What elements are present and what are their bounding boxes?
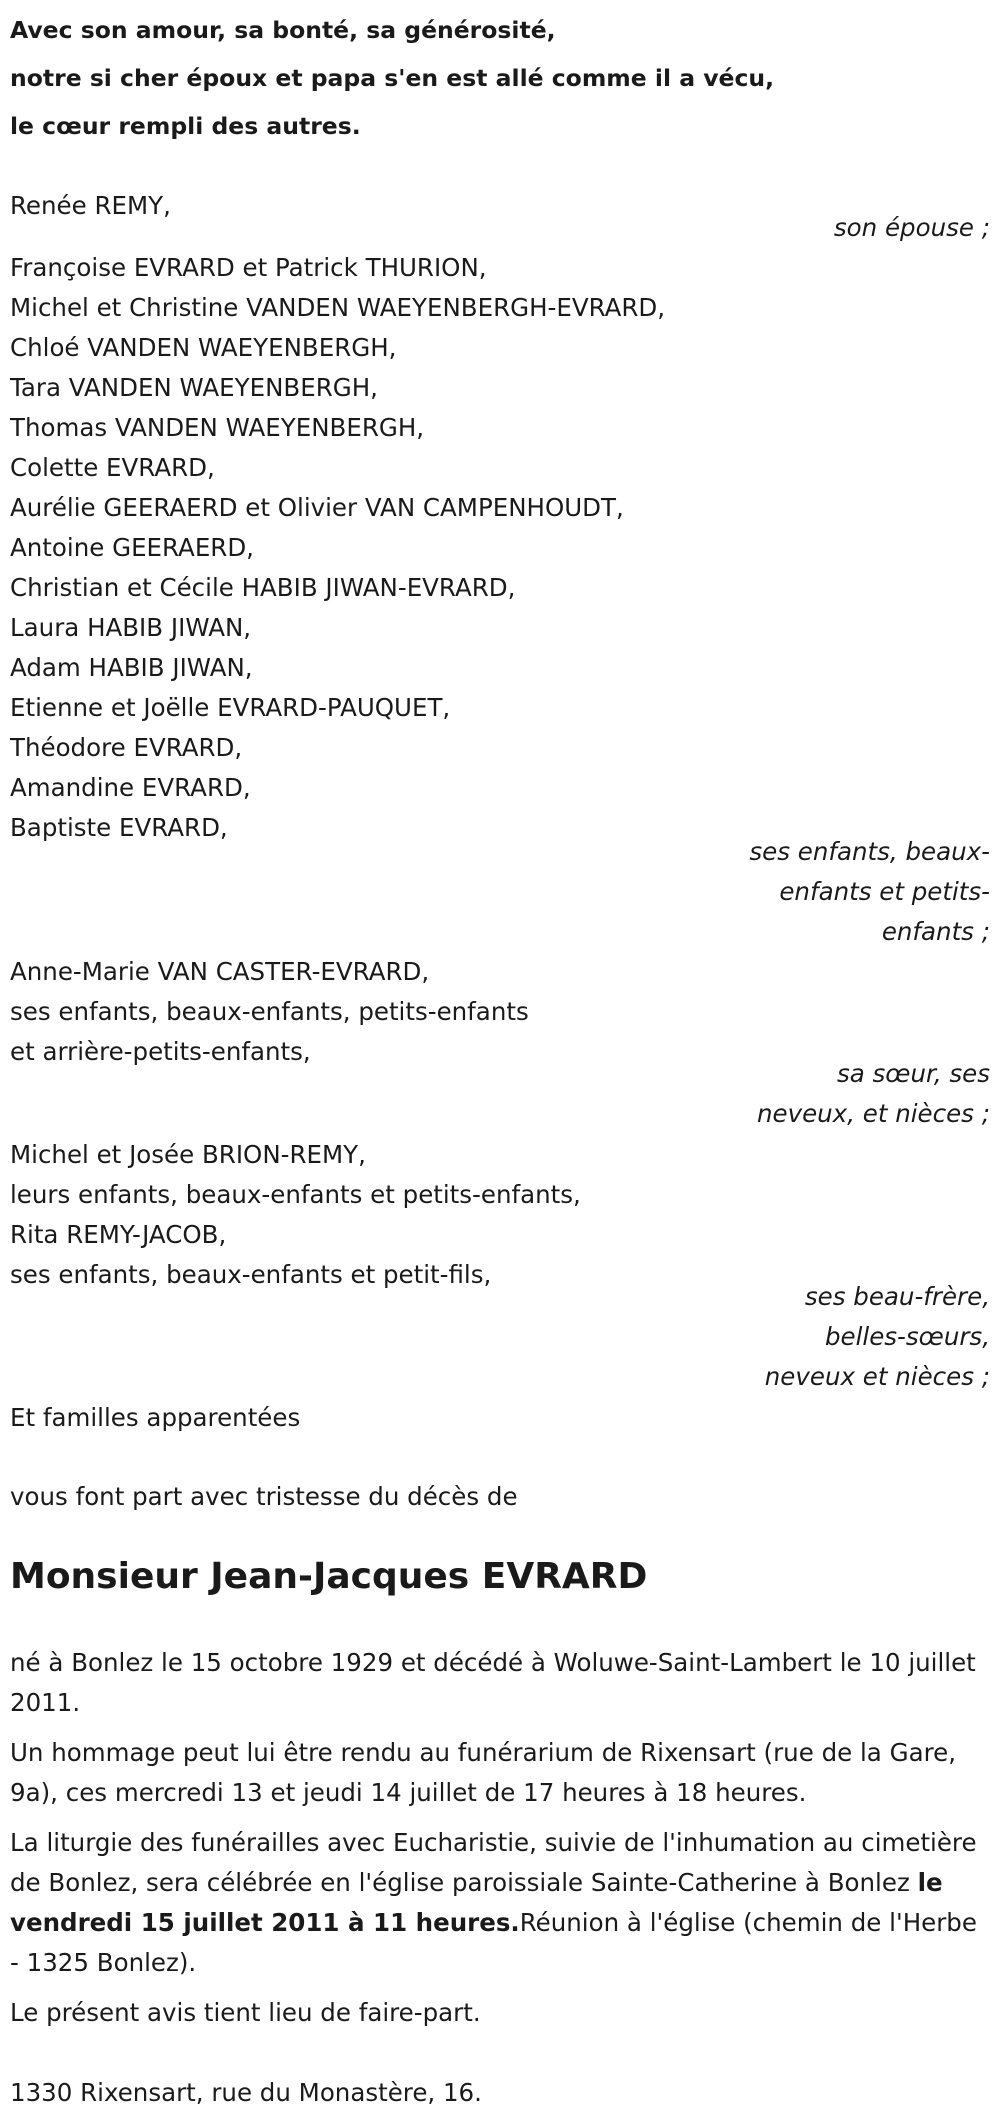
inlaws-role: ses beau-frère, belles-sœurs, neveux et nièces ; [764,1282,990,1391]
family-name: Amandine EVRARD, [10,773,251,802]
funeral-date: le vendredi 15 juillet 2011 à 11 heures. [10,1868,943,1937]
family-name: leurs enfants, beaux-enfants et petits-enfants, [10,1180,581,1209]
inlaws-list [10,1135,581,1295]
spouse-name: Renée REMY, [10,191,171,220]
family-name: Michel et Josée BRION-REMY, [10,1140,366,1169]
family-name: Thomas VANDEN WAEYENBERGH, [10,413,425,442]
intro-text [10,6,774,150]
spouse-role: son épouse ; [833,213,990,242]
liturgy-paragraph: La liturgie des funérailles avec Eucharistie, suivie de l'inhumation au cimetière de Bonlez, sera célébrée en l'église paroissiale Sainte-Catherine à Bonlez le vendredi 15 juillet 2011 à 11 heures.Réunion à l'église (chemin de l'Herbe - 1325 Bonlez). [10,1828,977,1977]
notice-paragraph: Le présent avis tient lieu de faire-part. [10,1998,481,2027]
family-name: Laura HABIB JIWAN, [10,613,252,642]
family-name: Adam HABIB JIWAN, [10,653,253,682]
intro-line: notre si cher époux et papa s'en est allé comme il a vécu, [10,64,775,92]
family-name: Anne-Marie VAN CASTER-EVRARD, [10,957,430,986]
announcement-line: vous font part avec tristesse du décès de [10,1482,518,1511]
family-name: Etienne et Joëlle EVRARD-PAUQUET, [10,693,451,722]
family-name: Christian et Cécile HABIB JIWAN-EVRARD, [10,573,516,602]
family-name: Françoise EVRARD et Patrick THURION, [10,253,487,282]
family-name: Baptiste EVRARD, [10,813,228,842]
family-name: Rita REMY-JACOB, [10,1220,227,1249]
tribute-paragraph: Un hommage peut lui être rendu au funérarium de Rixensart (rue de la Gare, 9a), ces mercredi 13 et jeudi 14 juillet de 17 heures à 18 heures. [10,1738,956,1807]
family-name: Aurélie GEERAERD et Olivier VAN CAMPENHOUDT, [10,493,624,522]
family-name: Michel et Christine VANDEN WAEYENBERGH-EVRARD, [10,293,666,322]
sister-list [10,952,529,1072]
sister-role: sa sœur, ses neveux, et nièces ; [756,1059,990,1128]
family-name: Chloé VANDEN WAEYENBERGH, [10,333,397,362]
family-name: ses enfants, beaux-enfants, petits-enfants [10,997,529,1026]
family-name: ses enfants, beaux-enfants et petit-fils, [10,1260,492,1289]
family-name: Théodore EVRARD, [10,733,243,762]
families-line: Et familles apparentées [10,1403,301,1432]
address-line: 1330 Rixensart, rue du Monastère, 16. [10,2078,482,2107]
children-role: ses enfants, beaux- enfants et petits- enfants ; [749,837,990,946]
intro-line: le cœur rempli des autres. [10,112,361,140]
family-name: et arrière-petits-enfants, [10,1037,311,1066]
deceased-name: Monsieur Jean-Jacques EVRARD [10,1556,648,1597]
family-name: Tara VANDEN WAEYENBERGH, [10,373,378,402]
birth-paragraph: né à Bonlez le 15 octobre 1929 et décédé à Woluwe-Saint-Lambert le 10 juillet 2011. [10,1648,976,1717]
children-list [10,248,665,848]
family-name: Antoine GEERAERD, [10,533,254,562]
family-name: Colette EVRARD, [10,453,215,482]
intro-line: Avec son amour, sa bonté, sa générosité, [10,16,556,44]
